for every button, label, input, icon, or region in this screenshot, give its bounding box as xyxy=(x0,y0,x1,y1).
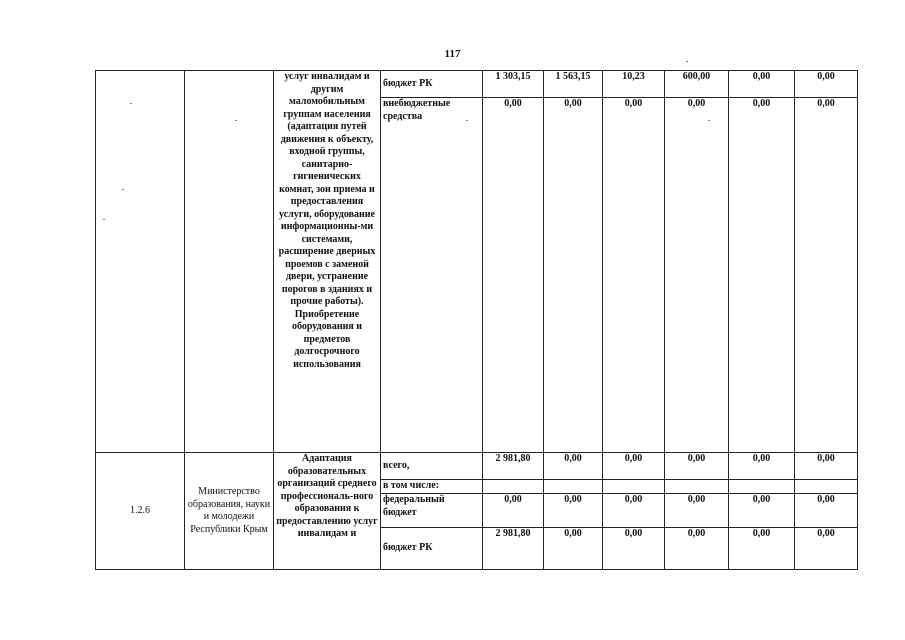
value-cell xyxy=(603,480,665,494)
value-cell xyxy=(483,480,544,494)
value-cell: 600,00 xyxy=(665,71,729,98)
value-cell xyxy=(665,480,729,494)
funding-source-cell: всего, xyxy=(381,453,483,480)
value-cell: 0,00 xyxy=(729,528,795,570)
value-cell: 0,00 xyxy=(665,98,729,453)
value-cell: 2 981,80 xyxy=(483,453,544,480)
value-cell: 0,00 xyxy=(603,453,665,480)
scan-speck xyxy=(103,219,105,220)
executor-cell: Министерство образования, науки и молодежи Республики Крым xyxy=(185,453,274,570)
value-cell: 0,00 xyxy=(603,528,665,570)
value-cell: 0,00 xyxy=(483,494,544,528)
value-cell: 0,00 xyxy=(729,71,795,98)
value-cell: 0,00 xyxy=(544,528,603,570)
page-number: 117 xyxy=(444,48,461,60)
value-cell: 0,00 xyxy=(795,71,858,98)
value-cell: 0,00 xyxy=(665,528,729,570)
measure-name-cell: услуг инвалидам и другим маломобильным группам населения (адаптация путей движения к объекту, входной группы, санитарно-гигиенических комнат, зон приема и предоставления услуги, оборудование информационны-ми системами, расширение дверных проемов с заменой двери, устранение порогов в зданиях и прочие работы). Приобретение оборудования и предметов долгосрочного использования xyxy=(274,71,381,453)
value-cell: 0,00 xyxy=(729,98,795,453)
table-row xyxy=(96,71,858,98)
scan-speck xyxy=(122,189,124,190)
scan-speck xyxy=(235,120,237,121)
budget-table xyxy=(95,70,858,570)
value-cell: 0,00 xyxy=(795,98,858,453)
funding-source-cell: бюджет РК xyxy=(381,528,483,570)
value-cell: 0,00 xyxy=(603,98,665,453)
value-cell: 0,00 xyxy=(483,98,544,453)
value-cell: 1 303,15 xyxy=(483,71,544,98)
value-cell: 0,00 xyxy=(665,494,729,528)
number-cell: 1.2.6 xyxy=(96,453,185,570)
value-cell: 10,23 xyxy=(603,71,665,98)
value-cell: 2 981,80 xyxy=(483,528,544,570)
executor-cell-empty xyxy=(185,71,274,453)
value-cell: 0,00 xyxy=(544,494,603,528)
value-cell: 0,00 xyxy=(729,453,795,480)
value-cell: 0,00 xyxy=(795,453,858,480)
scan-speck xyxy=(708,120,710,121)
value-cell: 1 563,15 xyxy=(544,71,603,98)
value-cell: 0,00 xyxy=(795,494,858,528)
value-cell xyxy=(729,480,795,494)
value-cell xyxy=(544,480,603,494)
value-cell: 0,00 xyxy=(795,528,858,570)
scan-speck xyxy=(130,103,132,104)
funding-source-cell: федеральный бюджет xyxy=(381,494,483,528)
measure-name-cell: Адаптация образовательных организаций среднего профессиональ-ного образования к предоставлению услуг инвалидам и xyxy=(274,453,381,570)
funding-source-cell: в том числе: xyxy=(381,480,483,494)
scan-speck xyxy=(466,120,468,121)
scan-speck xyxy=(686,61,688,62)
number-cell-empty xyxy=(96,71,185,453)
funding-source-cell: бюджет РК xyxy=(381,71,483,98)
value-cell: 0,00 xyxy=(603,494,665,528)
funding-source-cell: внебюджетные средства xyxy=(381,98,483,453)
value-cell: 0,00 xyxy=(665,453,729,480)
value-cell: 0,00 xyxy=(729,494,795,528)
value-cell xyxy=(795,480,858,494)
value-cell: 0,00 xyxy=(544,98,603,453)
value-cell: 0,00 xyxy=(544,453,603,480)
table-row xyxy=(96,453,858,480)
